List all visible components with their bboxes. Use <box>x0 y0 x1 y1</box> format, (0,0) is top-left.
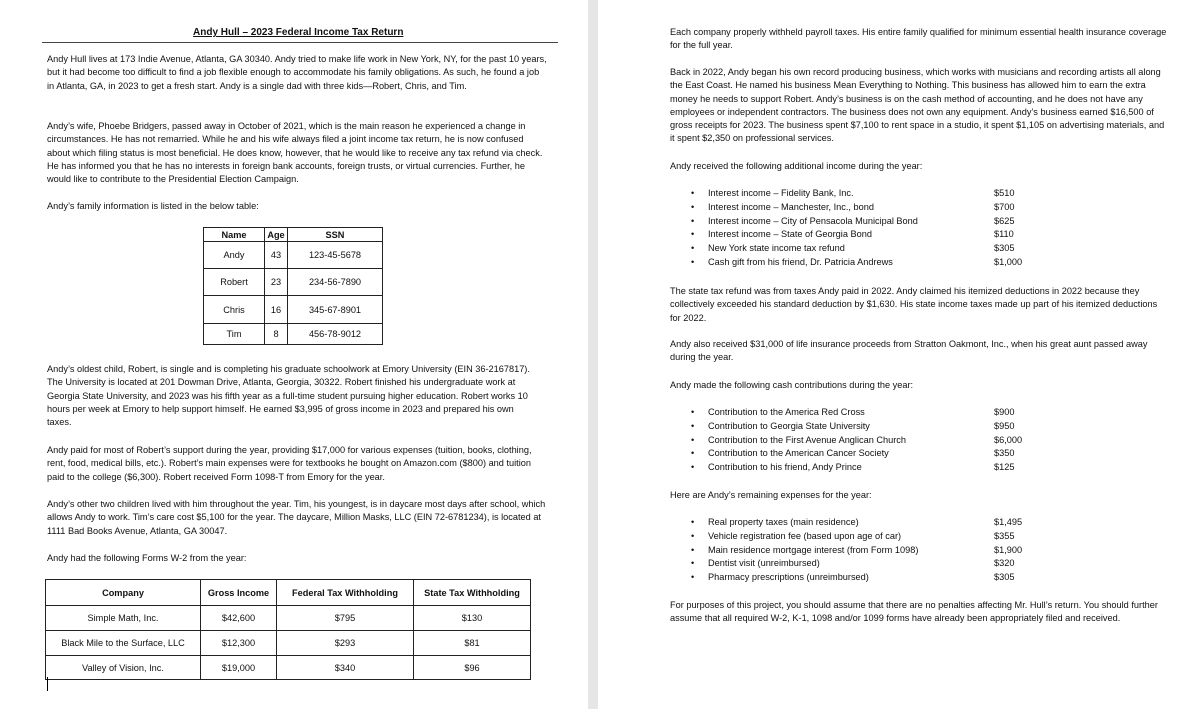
document-title: Andy Hull – 2023 Federal Income Tax Return <box>193 27 404 38</box>
item-label: Cash gift from his friend, Dr. Patricia Andrews <box>708 256 893 267</box>
family-cell: 456-78-9012 <box>288 324 383 345</box>
w2-col-state: State Tax Withholding <box>414 580 531 606</box>
family-col-age: Age <box>265 228 288 242</box>
item-amount: $1,495 <box>994 517 1023 527</box>
family-cell: Andy <box>204 242 265 269</box>
family-cell: Tim <box>204 324 265 345</box>
table-row <box>46 631 531 656</box>
item-amount: $625 <box>994 215 1015 226</box>
item-amount: $320 <box>994 558 1015 569</box>
item-label: Contribution to the American Cancer Society <box>708 448 889 459</box>
item-label: Interest income – City of Pensacola Municipal Bond <box>708 215 918 226</box>
table-row <box>204 269 383 296</box>
w2-cell: $42,600 <box>201 606 277 631</box>
list-item <box>684 242 1044 256</box>
item-amount: $350 <box>994 448 1015 459</box>
title-rule <box>42 42 558 43</box>
family-cell: 16 <box>265 296 288 324</box>
item-amount: $900 <box>994 407 1015 417</box>
family-cell: Chris <box>204 296 265 324</box>
item-amount: $305 <box>994 572 1015 583</box>
list-item <box>684 530 1044 544</box>
list-item <box>684 516 1044 530</box>
family-cell: 43 <box>265 242 288 269</box>
list-item <box>684 420 1044 434</box>
intro-paragraph: Andy Hull lives at 173 Indie Avenue, Atlanta, GA 30340. Andy tried to make life work in New York, NY, for the past 10 years, but it had become too difficult to find a job flexible enough to accommodate his family obligations. As such, he found a job in Atlanta, GA, in 2023 to get a fresh start. Andy is a single dad with three kids—Robert, Chris, and Tim. <box>47 54 547 91</box>
w2-col-federal: Federal Tax Withholding <box>277 580 414 606</box>
w2-table <box>45 579 531 680</box>
w2-intro-paragraph: Andy had the following Forms W-2 from the year: <box>47 553 247 563</box>
list-item <box>684 215 1044 229</box>
refund-paragraph: The state tax refund was from taxes Andy paid in 2022. Andy claimed his itemized deductions in 2022 because they collectively exceeded his standard deduction by $1,630. His state income taxes made up part of his itemized deductions for 2022. <box>670 286 1158 323</box>
assumptions-paragraph: For purposes of this project, you should assume that there are no penalties affecting Mr. Hull’s return. You should further assume that all required W-2, K-1, 1098 and/or 1099 forms have already been appropriately filed and received. <box>670 600 1158 624</box>
income-intro-paragraph: Andy received the following additional income during the year: <box>670 161 923 171</box>
item-amount: $6,000 <box>994 434 1023 445</box>
item-label: Main residence mortgage interest (from Form 1098) <box>708 544 919 555</box>
list-item <box>684 544 1044 558</box>
table-row <box>204 296 383 324</box>
item-label: Interest income – Fidelity Bank, Inc. <box>708 188 854 198</box>
family-table <box>203 227 383 345</box>
family-cell: 23 <box>265 269 288 296</box>
list-item <box>684 256 1044 270</box>
item-label: Interest income – State of Georgia Bond <box>708 229 872 240</box>
list-item <box>684 461 1044 475</box>
item-label: Vehicle registration fee (based upon age of car) <box>708 530 902 541</box>
item-amount: $1,000 <box>994 256 1023 267</box>
item-label: Contribution to the America Red Cross <box>708 407 865 417</box>
robert-paragraph: Andy’s oldest child, Robert, is single and is completing his graduate schoolwork at Emory University (EIN 36-2167817). The University is located at 201 Dowman Drive, Atlanta, Georgia, 30322. Robert finished his undergraduate work at Georgia State University, and 2023 was his fifth year as a full-time student pursuing higher education. Robert works 10 hours per week at Emory to help support himself. He earned $3,995 of gross income in 2023 and prepared his own taxes. <box>47 364 530 428</box>
life-insurance-paragraph: Andy also received $31,000 of life insurance proceeds from Stratton Oakmont, Inc., when his great aunt passed away during the year. <box>670 339 1148 363</box>
w2-cell: $12,300 <box>201 631 277 656</box>
expenses-intro-paragraph: Here are Andy’s remaining expenses for the year: <box>670 490 872 500</box>
children-paragraph: Andy’s other two children lived with him throughout the year. Tim, his youngest, is in daycare most days after school, which allows Andy to work. Tim’s care cost $5,100 for the year. The daycare, Million Masks, LLC (EIN 72-6781234), is located at 1111 Bad Books Avenue, Atlanta, GA 30047. <box>47 499 546 536</box>
w2-col-gross: Gross Income <box>201 580 277 606</box>
w2-cell: $130 <box>414 606 531 631</box>
item-label: Real property taxes (main residence) <box>708 517 859 527</box>
document-page-left <box>0 0 588 709</box>
item-amount: $510 <box>994 188 1015 198</box>
item-label: Contribution to his friend, Andy Prince <box>708 462 862 473</box>
list-item <box>684 201 1044 215</box>
w2-cell: $96 <box>414 656 531 680</box>
family-cell: 8 <box>265 324 288 345</box>
w2-cell: $795 <box>277 606 414 631</box>
w2-cell: $81 <box>414 631 531 656</box>
w2-col-company: Company <box>46 580 201 606</box>
item-amount: $700 <box>994 201 1015 212</box>
family-cell: Robert <box>204 269 265 296</box>
list-item <box>684 557 1044 571</box>
family-cell: 234-56-7890 <box>288 269 383 296</box>
family-col-ssn: SSN <box>288 228 383 242</box>
table-row <box>46 606 531 631</box>
payroll-paragraph: Each company properly withheld payroll taxes. His entire family qualified for minimum essential health insurance coverage for the full year. <box>670 27 1167 51</box>
list-item <box>684 406 1044 420</box>
item-amount: $1,900 <box>994 544 1023 555</box>
table-row <box>204 324 383 345</box>
item-label: Contribution to the First Avenue Anglican Church <box>708 434 906 445</box>
item-label: Pharmacy prescriptions (unreimbursed) <box>708 572 869 583</box>
family-col-name: Name <box>204 228 265 242</box>
item-label: Interest income – Manchester, Inc., bond <box>708 201 874 212</box>
item-amount: $355 <box>994 530 1015 541</box>
table-row <box>204 242 383 269</box>
w2-cell: $340 <box>277 656 414 680</box>
support-paragraph: Andy paid for most of Robert’s support during the year, providing $17,000 for various expenses (tuition, books, clothing, rent, food, medical bills, etc.). Robert’s main expenses were for textbooks he bought on Amazon.com ($800) and tuition paid to the college ($6,300). Robert received Form 1098-T from Emory for the year. <box>47 445 532 482</box>
business-paragraph: Back in 2022, Andy began his own record producing business, which works with musicians and recording artists all along the East Coast. He named his business Mean Everything to Nothing. This business has allowed him to earn the extra money he needs to support Robert. Andy’s business is on the cash method of accounting, and he does not have any employees or independent contractors. The business does not own any equipment. Andy’s business earned $16,500 of gross receipts for 2023. The business spent $7,100 to rent space in a studio, it spent $1,105 on advertising materials, and it spent $2,350 on professional services. <box>670 67 1165 144</box>
family-cell: 345-67-8901 <box>288 296 383 324</box>
text-cursor <box>47 677 48 691</box>
table-row <box>46 656 531 680</box>
spouse-paragraph: Andy’s wife, Phoebe Bridgers, passed away in October of 2021, which is the main reason he experienced a change in circumstances. He has not remarried. While he and his wife always filed a joint income tax return, he is now confused about which filing status is most beneficial. He does know, however, that he would like to receive any tax refund via check. He has informed you that he has no interests in foreign bank accounts, foreign trusts, or virtual currencies. Further, he would like to contribute to the Presidential Election Campaign. <box>47 121 543 185</box>
w2-cell: Simple Math, Inc. <box>46 606 201 631</box>
expenses-list <box>684 516 1044 585</box>
w2-cell: $19,000 <box>201 656 277 680</box>
family-intro-paragraph: Andy’s family information is listed in the below table: <box>47 201 259 211</box>
contributions-list <box>684 406 1044 475</box>
item-amount: $110 <box>994 229 1014 240</box>
list-item <box>684 187 1044 201</box>
item-label: Dentist visit (unreimbursed) <box>708 558 820 569</box>
list-item <box>684 447 1044 461</box>
item-amount: $305 <box>994 243 1015 254</box>
list-item <box>684 434 1044 448</box>
w2-cell: $293 <box>277 631 414 656</box>
item-label: New York state income tax refund <box>708 243 845 254</box>
item-amount: $125 <box>994 462 1015 473</box>
item-label: Contribution to Georgia State University <box>708 420 870 431</box>
w2-cell: Valley of Vision, Inc. <box>46 656 201 680</box>
family-cell: 123-45-5678 <box>288 242 383 269</box>
income-list <box>684 187 1044 270</box>
w2-cell: Black Mile to the Surface, LLC <box>46 631 201 656</box>
document-page-right <box>598 0 1191 709</box>
list-item <box>684 571 1044 585</box>
contributions-intro-paragraph: Andy made the following cash contributions during the year: <box>670 380 914 390</box>
item-amount: $950 <box>994 420 1015 431</box>
list-item <box>684 228 1044 242</box>
